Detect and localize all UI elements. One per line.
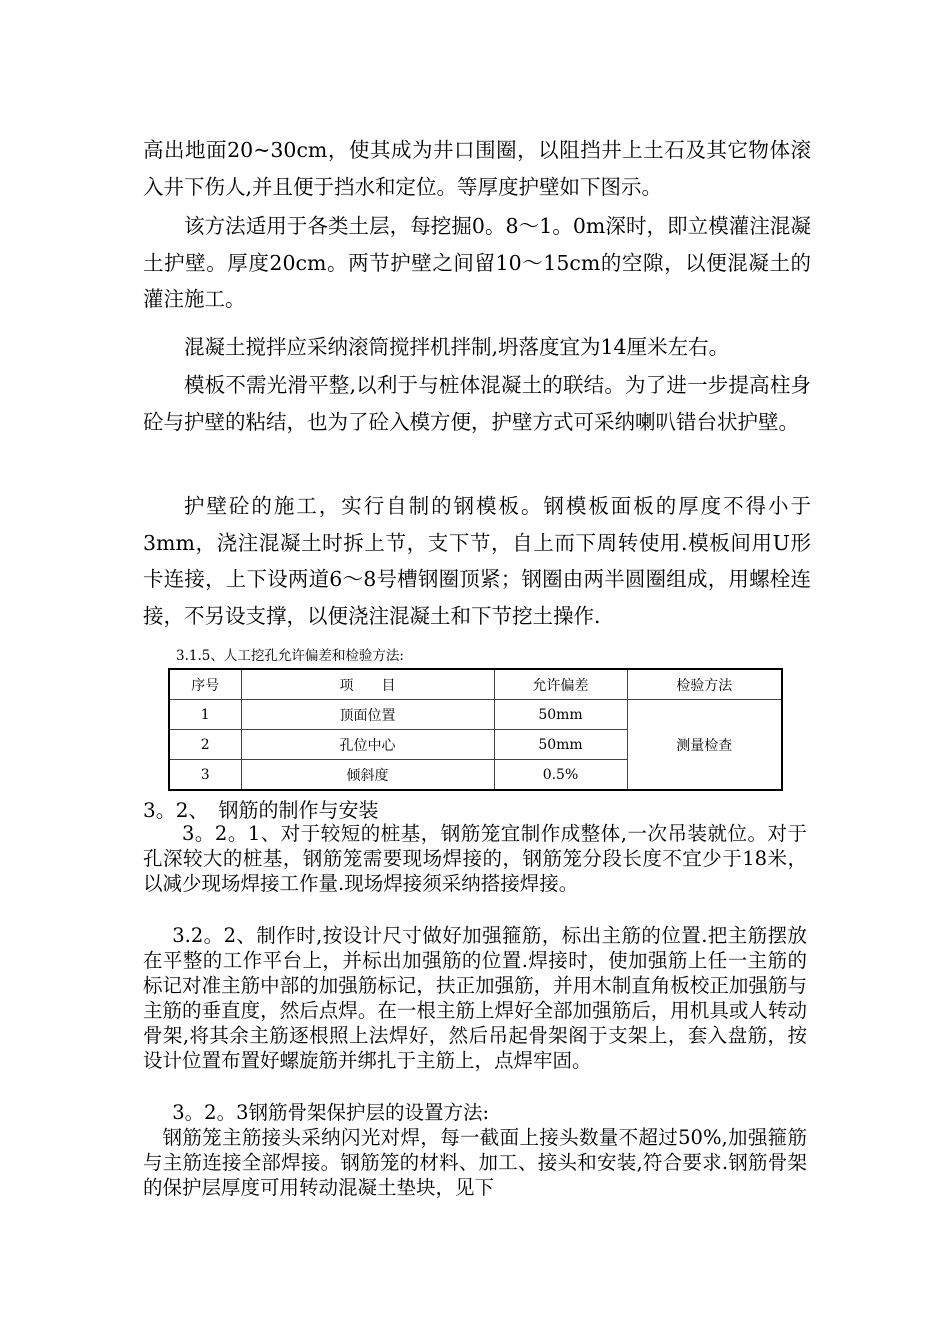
header-item: 项 目 (241, 669, 494, 700)
paragraph-rebar-cage-short: 3。2。1、对于较短的桩基，钢筋笼宜制作成整体,一次吊装就位。对于孔深较大的桩基，钢筋笼需要现场焊接的，钢筋笼分段长度不宜少于18米，以减少现场焊接工作量.现场焊接须采纳搭接焊接。 (143, 822, 807, 895)
cell-method: 测量检查 (627, 700, 782, 791)
cell-tolerance: 50mm (494, 700, 627, 730)
cell-no: 1 (169, 700, 241, 730)
cell-item: 孔位中心 (241, 730, 494, 760)
cell-item: 顶面位置 (241, 700, 494, 730)
header-method: 检验方法 (627, 669, 782, 700)
paragraph-concrete-mixing: 混凝土搅拌应采纳滚筒搅拌机拌制,坍落度宜为14厘米左右。 (184, 335, 730, 359)
paragraph-steel-formwork: 护壁砼的施工，实行自制的钢模板。钢模板面板的厚度不得小于3mm，浇注混凝土时拆上节，支下节，自上而下周转使用.模板间用U形卡连接，上下设两道6～8号槽钢圈顶紧；钢圈由两半圆圈组成，用螺栓连接，不另设支撑，以便浇注混凝土和下节挖土操作. (143, 494, 811, 628)
paragraph-rebar-fabrication: 3.2。2、制作时,按设计尺寸做好加强箍筋，标出主筋的位置.把主筋摆放在平整的工作平台上，并标出加强筋的位置.焊接时，使加强筋上任一主筋的标记对准主筋中部的加强筋标记，扶正加强筋，并用木制直角板校正加强筋与主筋的垂直度，然后点焊。在一根主筋上焊好全部加强筋后，用机具或人转动骨架,将其余主筋逐根照上法焊好，然后吊起骨架阁于支架上，套入盘筋，按设计位置布置好螺旋筋并绑扎于主筋上，点焊牢固。 (143, 924, 807, 1072)
cell-tolerance: 50mm (494, 730, 627, 760)
paragraph-well-collar: 高出地面20~30cm，使其成为井口围圈，以阻挡井上土石及其它物体滚入井下伤人,并且便于挡水和定位。等厚度护壁如下图示。 (143, 138, 811, 199)
paragraph-method-scope: 该方法适用于各类土层，每挖掘0。8～1。0m深时，即立模灌注混凝土护壁。厚度20cm。两节护壁之间留10～15cm的空隙，以便混凝土的灌注施工。 (143, 214, 811, 312)
table-caption: 3.1.5、人工挖孔允许偏差和检验方法: (176, 648, 404, 664)
header-tolerance: 允许偏差 (494, 669, 627, 700)
paragraph-cover-method: 钢筋笼主筋接头采纳闪光对焊，每一截面上接头数量不超过50%,加强箍筋与主筋连接全部焊接。钢筋笼的材料、加工、接头和安装,符合要求.钢筋骨架的保护层厚度可用转动混凝土垫块，见下 (143, 1126, 807, 1199)
section-heading: 3。2、 钢筋的制作与安装 (143, 798, 379, 822)
tolerance-table (168, 668, 783, 791)
cell-no: 2 (169, 730, 241, 760)
cell-item: 倾斜度 (241, 760, 494, 791)
cell-tolerance: 0.5% (494, 760, 627, 791)
paragraph-formwork: 模板不需光滑平整,以利于与桩体混凝土的联结。为了进一步提高柱身砼与护壁的粘结，也为了砼入模方便，护壁方式可采纳喇叭错台状护壁。 (143, 373, 811, 434)
table-header-row (169, 669, 782, 700)
table-row (169, 700, 782, 730)
paragraph-cover-method-title: 3。2。3钢筋骨架保护层的设置方法: (172, 1101, 490, 1124)
cell-no: 3 (169, 760, 241, 791)
header-no: 序号 (169, 669, 241, 700)
